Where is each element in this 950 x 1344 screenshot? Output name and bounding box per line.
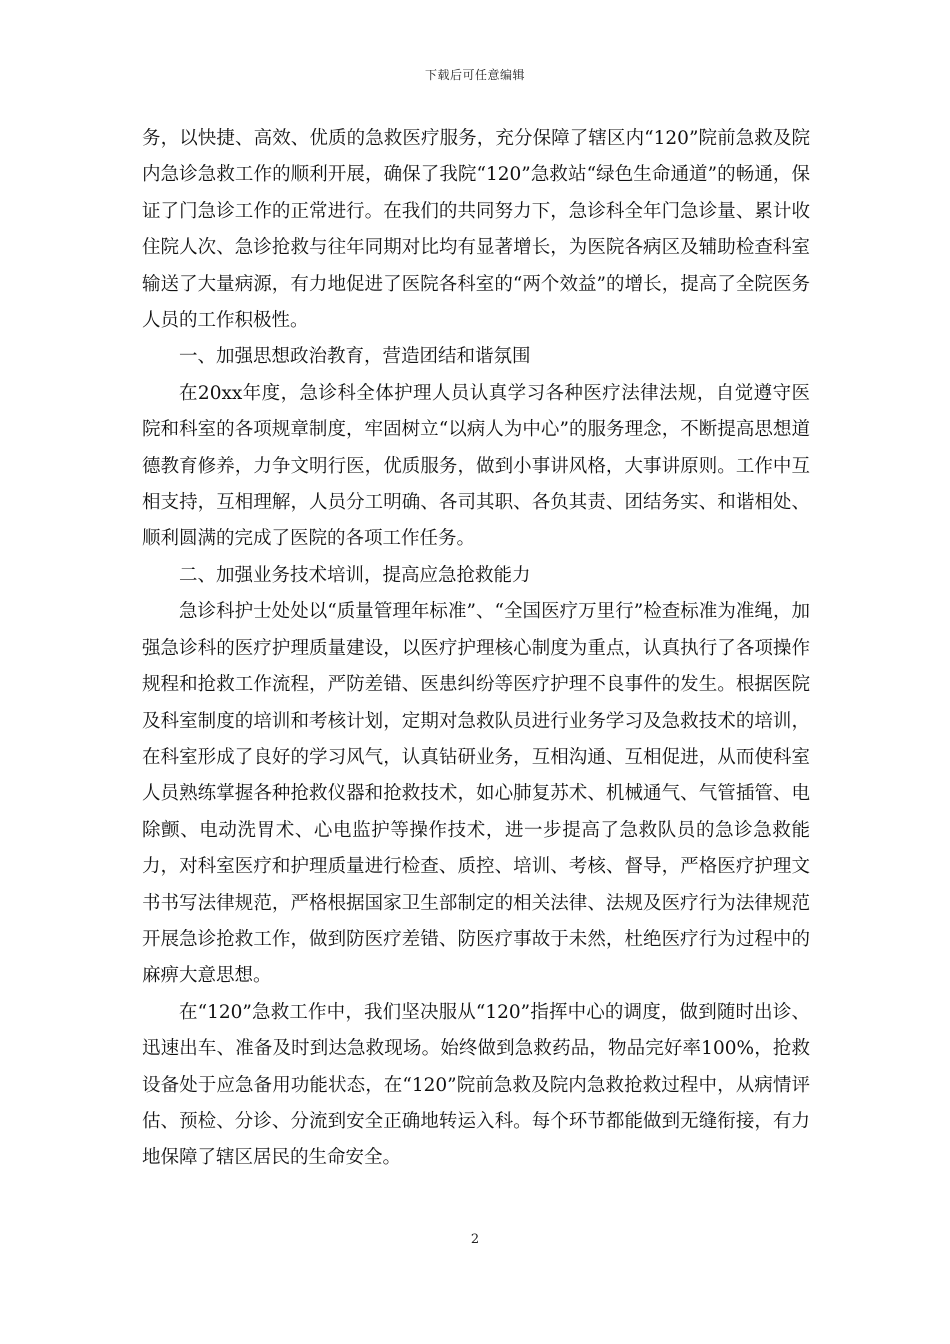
document-body bbox=[142, 121, 810, 1177]
paragraph: 在20xx年度，急诊科全体护理人员认真学习各种医疗法律法规，自觉遵守医院和科室的各项规章制度，牢固树立“以病人为中心”的服务理念，不断提高思想道德教育修养，力争文明行医，优质服务，做到小事讲风格，大事讲原则。工作中互相支持，互相理解，人员分工明确、各司其职、各负其责、团结务实、和谐相处、顺利圆满的完成了医院的各项工作任务。 bbox=[142, 382, 810, 550]
section-heading-2: 二、加强业务技术培训，提高应急抢救能力 bbox=[179, 564, 531, 586]
section-heading-1: 一、加强思想政治教育，营造团结和谐氛围 bbox=[179, 346, 531, 368]
paragraph: 在“120”急救工作中，我们坚决服从“120”指挥中心的调度，做到随时出诊、迅速出车、准备及时到达急救现场。始终做到急救药品，物品完好率100%，抢救设备处于应急备用功能状态，在“120”院前急救及院内急救抢救过程中，从病情评估、预检、分诊、分流到安全正确地转运入科。每个环节都能做到无缝衔接，有力地保障了辖区居民的生命安全。 bbox=[142, 1001, 810, 1169]
page-header: 下载后可任意编辑 bbox=[424, 68, 525, 82]
paragraph-continued: 务，以快捷、高效、优质的急救医疗服务，充分保障了辖区内“120”院前急救及院内急诊急救工作的顺利开展，确保了我院“120”急救站“绿色生命通道”的畅通，保证了门急诊工作的正常进行。在我们的共同努力下，急诊科全年门急诊量、累计收住院人次、急诊抢救与往年同期对比均有显著增长，为医院各病区及辅助检查科室输送了大量病源，有力地促进了医院各科室的“两个效益”的增长，提高了全院医务人员的工作积极性。 bbox=[142, 128, 810, 332]
page-number: 2 bbox=[470, 1232, 480, 1247]
paragraph: 急诊科护士处处以“质量管理年标准”、“全国医疗万里行”检查标准为准绳，加强急诊科的医疗护理质量建设，以医疗护理核心制度为重点，认真执行了各项操作规程和抢救工作流程，严防差错、医患纠纷等医疗护理不良事件的发生。根据医院及科室制度的培训和考核计划，定期对急救队员进行业务学习及急救技术的培训，在科室形成了良好的学习风气，认真钻研业务，互相沟通、互相促进，从而使科室人员熟练掌握各种抢救仪器和抢救技术，如心肺复苏术、机械通气、气管插管、电除颤、电动洗胃术、心电监护等操作技术，进一步提高了急救队员的急诊急救能力，对科室医疗和护理质量进行检查、质控、培训、考核、督导，严格医疗护理文书书写法律规范，严格根据国家卫生部制定的相关法律、法规及医疗行为法律规范开展急诊抢救工作，做到防医疗差错、防医疗事故于未然，杜绝医疗行为过程中的麻痹大意思想。 bbox=[142, 601, 810, 987]
